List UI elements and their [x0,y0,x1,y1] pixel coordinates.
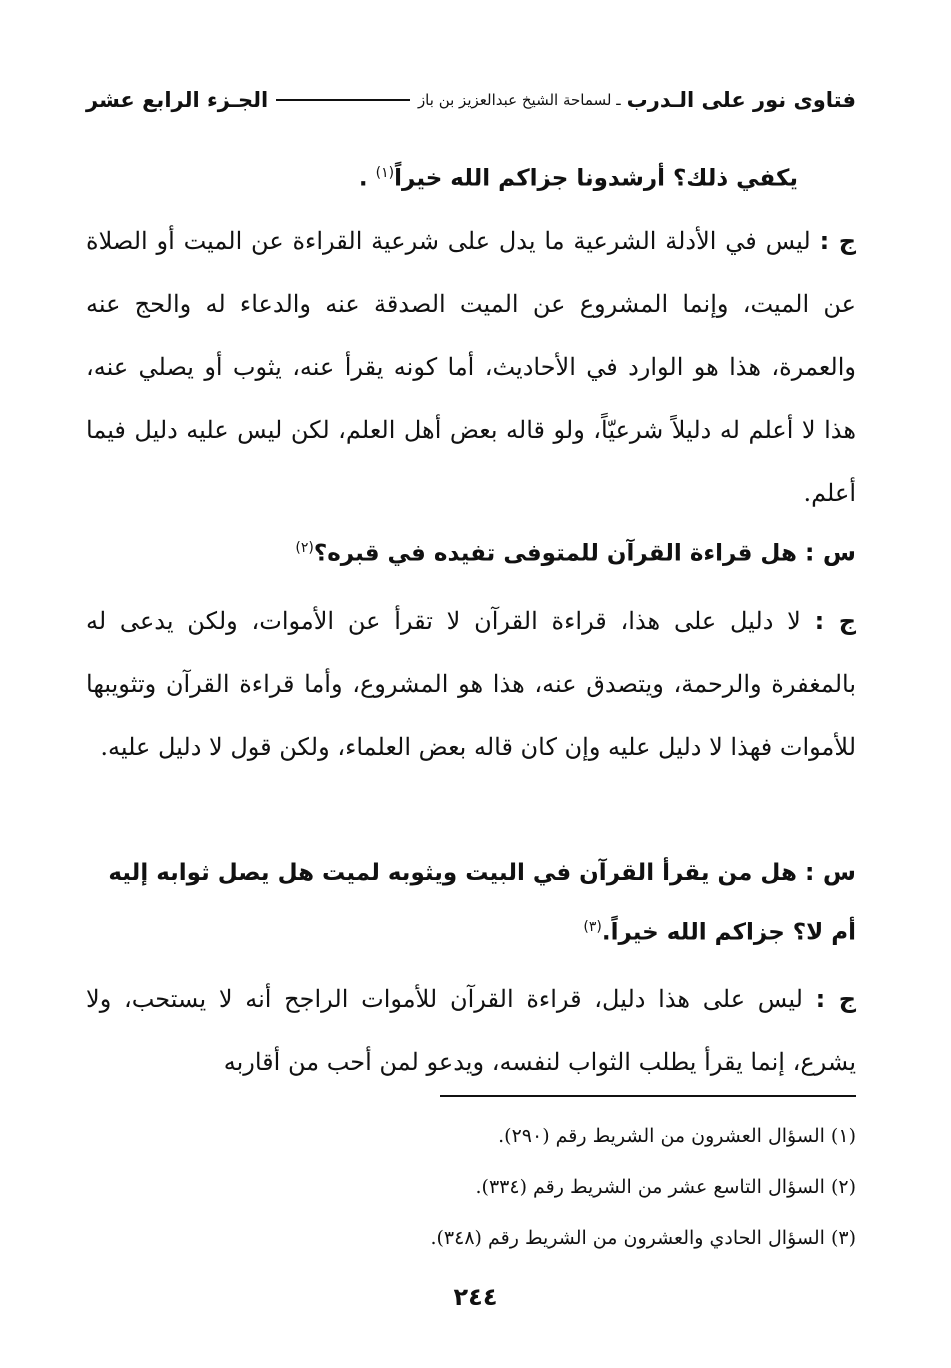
answer-3 [86,968,856,1094]
question-2 [86,520,856,582]
question-marker: س : [804,858,856,886]
question-2-text: هل قراءة القرآن للمتوفى تفيده في قبره؟ [313,540,797,567]
page-number: ٢٤٤ [453,1283,498,1311]
question-3-text: هل من يقرأ القرآن في البيت ويثوبه لميت هل يصل ثوابه إليه أم لا؟ جزاكم الله خيراً. [108,860,856,946]
answer-3-text: ليس على هذا دليل، قراءة القرآن للأموات الراجح أنه لا يستحب، ولا يشرع، إنما يقرأ يطلب الثواب لنفسه، ويدعو لمن أحب من أقاربه [86,985,856,1076]
footnote-ref-2: (٢) [295,540,314,556]
footnote-ref-3: (٣) [583,919,602,935]
question-1-continuation: يكفي ذلك؟ أرشدونا جزاكم الله خيراً$^{(١)}$ . [358,165,798,192]
question-1-text: يكفي ذلك؟ أرشدونا جزاكم الله خيراً [394,165,798,192]
footnote-ref-1: (١) [375,165,395,181]
answer-marker: ج : [815,985,856,1013]
answer-2-text: لا دليل على هذا، قراءة القرآن لا تقرأ عن الأموات، ولكن يدعى له بالمغفرة والرحمة، ويتصدق عنه، هذا هو المشروع، وأما قراءة القرآن وتثويبها للأموات فهذا لا دليل عليه وإن كان قاله بعض العلماء، ولكن قول لا دليل عليه. [86,607,856,761]
answer-1-text: ليس في الأدلة الشرعية ما يدل على شرعية القراءة عن الميت أو الصلاة عن الميت، وإنما المشروع عن الميت الصدقة عنه والدعاء له والحج عنه والعمرة، هذا هو الوارد في الأحاديث، أما كونه يقرأ عنه، يثوب أو يصلي عنه، هذا لا أعلم له دليلاً شرعيّاً، ولو قاله بعض أهل العلم، لكن ليس عليه دليل فيما أعلم. [86,227,856,507]
volume-part: الجـزء الرابع عشر [86,88,269,112]
header-rule [276,99,410,101]
answer-1 [86,210,856,525]
author-name: ـ لسماحة الشيخ عبدالعزيز بن باز [417,91,621,109]
answer-marker: ج : [819,227,856,255]
footnote-2: (٢) السؤال التاسع عشر من الشريط رقم (٣٣٤). [475,1176,856,1198]
running-header [86,82,856,118]
question-marker: س : [804,538,856,567]
book-title: فتاوى نور على الـدرب [626,88,856,112]
question-3 [86,845,856,960]
footnote-1: (١) السؤال العشرون من الشريط رقم (٢٩٠). [498,1125,856,1147]
answer-marker: ج : [814,607,857,635]
footnote-3: (٣) السؤال الحادي والعشرون من الشريط رقم (٣٤٨). [430,1227,856,1249]
footnote-divider [440,1095,856,1097]
answer-2 [86,590,856,779]
